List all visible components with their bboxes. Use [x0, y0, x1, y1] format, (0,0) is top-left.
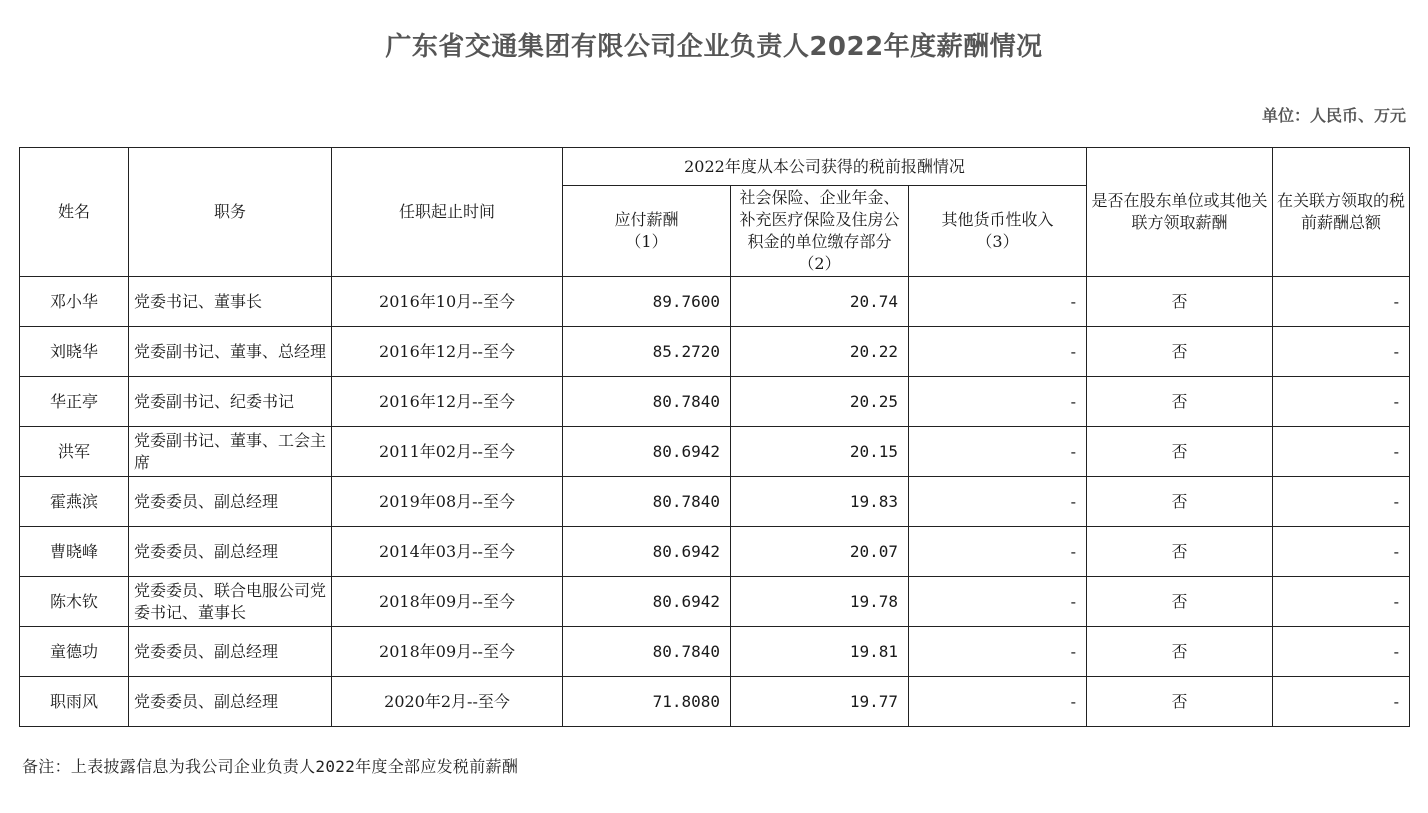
- header-shareholder: 是否在股东单位或其他关联方领取薪酬: [1087, 148, 1273, 277]
- cell-related: -: [1273, 677, 1410, 727]
- cell-related: -: [1273, 277, 1410, 327]
- cell-term: 2016年12月--至今: [332, 327, 563, 377]
- cell-social: 20.15: [731, 427, 909, 477]
- cell-related: -: [1273, 377, 1410, 427]
- header-social-number: （2）: [798, 254, 841, 273]
- header-group: 2022年度从本公司获得的税前报酬情况: [563, 148, 1087, 186]
- cell-social: 20.22: [731, 327, 909, 377]
- cell-shareholder: 否: [1087, 627, 1273, 677]
- cell-other: -: [909, 527, 1087, 577]
- cell-related: -: [1273, 527, 1410, 577]
- cell-social: 20.25: [731, 377, 909, 427]
- cell-position: 党委委员、副总经理: [129, 477, 332, 527]
- table-row: [20, 577, 1410, 627]
- header-social: [731, 186, 909, 277]
- cell-term: 2020年2月--至今: [332, 677, 563, 727]
- cell-related: -: [1273, 427, 1410, 477]
- cell-name: 曹晓峰: [20, 527, 129, 577]
- cell-position: 党委副书记、纪委书记: [129, 377, 332, 427]
- cell-name: 霍燕滨: [20, 477, 129, 527]
- cell-related: -: [1273, 627, 1410, 677]
- cell-term: 2018年09月--至今: [332, 577, 563, 627]
- cell-other: -: [909, 627, 1087, 677]
- cell-position: 党委委员、副总经理: [129, 527, 332, 577]
- cell-position: 党委副书记、董事、总经理: [129, 327, 332, 377]
- cell-pay: 80.6942: [563, 527, 731, 577]
- header-other-label: 其他货币性收入: [941, 210, 1054, 229]
- cell-shareholder: 否: [1087, 677, 1273, 727]
- cell-other: -: [909, 427, 1087, 477]
- cell-name: 童德功: [20, 627, 129, 677]
- cell-pay: 80.7840: [563, 477, 731, 527]
- cell-related: -: [1273, 577, 1410, 627]
- cell-other: -: [909, 677, 1087, 727]
- cell-pay: 85.2720: [563, 327, 731, 377]
- table-row: [20, 477, 1410, 527]
- cell-pay: 80.6942: [563, 577, 731, 627]
- cell-related: -: [1273, 477, 1410, 527]
- table-row: [20, 427, 1410, 477]
- cell-pay: 71.8080: [563, 677, 731, 727]
- cell-term: 2019年08月--至今: [332, 477, 563, 527]
- cell-social: 20.74: [731, 277, 909, 327]
- header-pay-label: 应付薪酬: [614, 210, 679, 229]
- header-name: 姓名: [20, 148, 129, 277]
- cell-social: 19.81: [731, 627, 909, 677]
- header-social-label: 社会保险、企业年金、补充医疗保险及住房公积金的单位缴存部分: [739, 188, 900, 251]
- page-title: 广东省交通集团有限公司企业负责人2022年度薪酬情况: [385, 32, 1043, 62]
- compensation-table: [19, 147, 1410, 727]
- cell-shareholder: 否: [1087, 427, 1273, 477]
- cell-social: 19.77: [731, 677, 909, 727]
- cell-pay: 80.7840: [563, 627, 731, 677]
- table-row: [20, 677, 1410, 727]
- cell-other: -: [909, 377, 1087, 427]
- table-row: [20, 377, 1410, 427]
- cell-other: -: [909, 327, 1087, 377]
- cell-shareholder: 否: [1087, 477, 1273, 527]
- header-pay: [563, 186, 731, 277]
- cell-term: 2016年12月--至今: [332, 377, 563, 427]
- cell-shareholder: 否: [1087, 327, 1273, 377]
- cell-related: -: [1273, 327, 1410, 377]
- header-related: 在关联方领取的税前薪酬总额: [1273, 148, 1410, 277]
- header-position: 职务: [129, 148, 332, 277]
- table-row: [20, 327, 1410, 377]
- header-pay-number: （1）: [625, 232, 668, 251]
- cell-shareholder: 否: [1087, 377, 1273, 427]
- cell-name: 洪军: [20, 427, 129, 477]
- cell-name: 邓小华: [20, 277, 129, 327]
- table-row: [20, 627, 1410, 677]
- header-other: [909, 186, 1087, 277]
- cell-pay: 89.7600: [563, 277, 731, 327]
- cell-shareholder: 否: [1087, 277, 1273, 327]
- cell-name: 陈木钦: [20, 577, 129, 627]
- cell-social: 19.78: [731, 577, 909, 627]
- cell-name: 刘晓华: [20, 327, 129, 377]
- cell-social: 20.07: [731, 527, 909, 577]
- cell-term: 2014年03月--至今: [332, 527, 563, 577]
- header-other-number: （3）: [976, 232, 1019, 251]
- cell-other: -: [909, 277, 1087, 327]
- cell-position: 党委委员、副总经理: [129, 627, 332, 677]
- cell-position: 党委副书记、董事、工会主席: [129, 427, 332, 477]
- cell-position: 党委委员、联合电服公司党委书记、董事长: [129, 577, 332, 627]
- cell-social: 19.83: [731, 477, 909, 527]
- cell-term: 2018年09月--至今: [332, 627, 563, 677]
- cell-position: 党委书记、董事长: [129, 277, 332, 327]
- header-term: 任职起止时间: [332, 148, 563, 277]
- cell-other: -: [909, 477, 1087, 527]
- cell-shareholder: 否: [1087, 527, 1273, 577]
- cell-name: 华正亭: [20, 377, 129, 427]
- cell-term: 2016年10月--至今: [332, 277, 563, 327]
- cell-shareholder: 否: [1087, 577, 1273, 627]
- cell-position: 党委委员、副总经理: [129, 677, 332, 727]
- cell-term: 2011年02月--至今: [332, 427, 563, 477]
- cell-other: -: [909, 577, 1087, 627]
- table-row: [20, 527, 1410, 577]
- unit-label: 单位：人民币、万元: [1261, 106, 1406, 125]
- cell-name: 职雨风: [20, 677, 129, 727]
- footnote: 备注：上表披露信息为我公司企业负责人2022年度全部应发税前薪酬: [22, 757, 519, 776]
- cell-pay: 80.6942: [563, 427, 731, 477]
- cell-pay: 80.7840: [563, 377, 731, 427]
- table-row: [20, 277, 1410, 327]
